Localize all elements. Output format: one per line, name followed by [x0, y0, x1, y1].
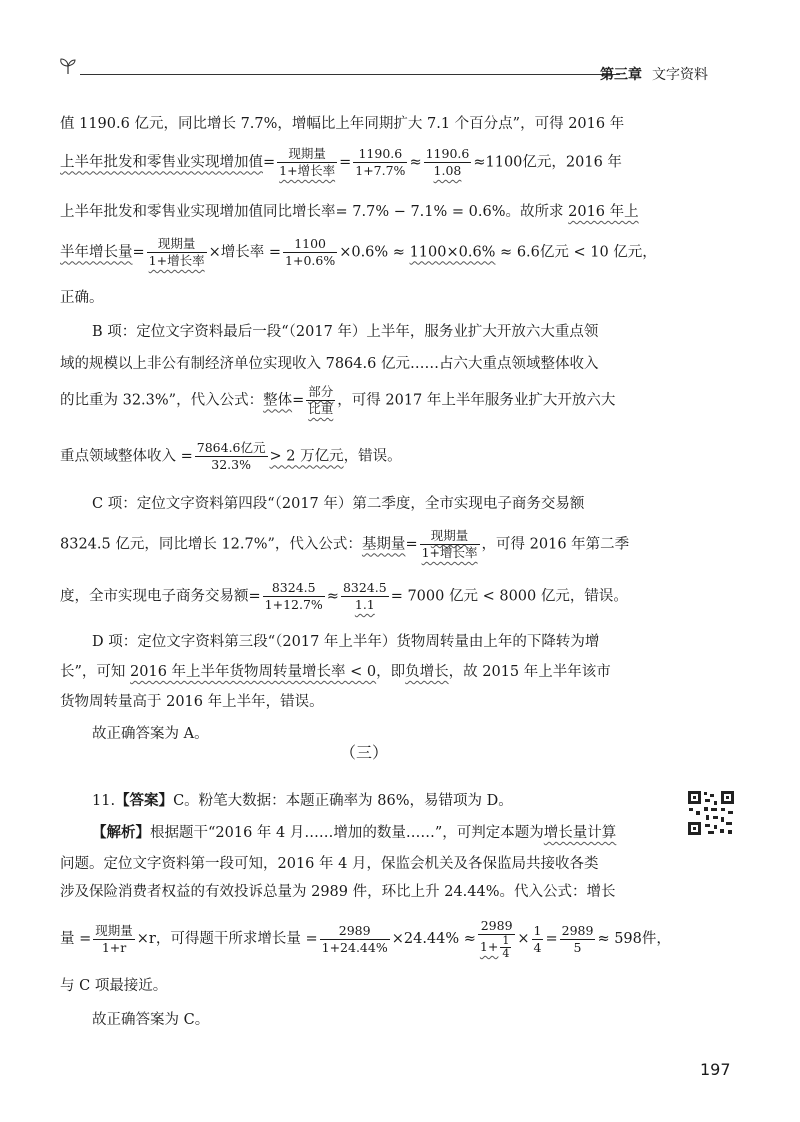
fraction: $\frac{\text{部分}}{\text{比重}}$: [308, 384, 334, 416]
answer-line: 故正确答案为 A。: [92, 726, 209, 742]
text-line: 货物周转量高于 2016 年上半年，错误。: [60, 694, 324, 710]
option-b-line: B 项：定位文字资料最后一段“（2017 年）上半年，服务业扩大开放六大重点领: [92, 324, 599, 340]
text-line: 上半年批发和零售业实现增加值同比增长率= 7.7% − 7.1% = 0.6%。故所求 2016 年上: [60, 204, 639, 220]
chapter-title: 文字资料: [652, 67, 708, 83]
sprout-icon: [58, 56, 78, 76]
formula-line: 半年增长量= $\frac{\text{现期量}}{\text{1+增长率}}$ ×增长率 = $\frac{1100}{1+0.6\%}$ ×0.6% ≈ 1100×0.6% ≈ 6.6亿元 < 10 亿元，: [60, 236, 657, 268]
fraction: $\frac{1100}{1+0.6\%}$: [285, 236, 336, 268]
text-line: 涉及保险消费者权益的有效投诉总量为 2989 件，环比上升 24.44%。代入公式：增长: [60, 884, 616, 900]
answer-line: 故正确答案为 C。: [92, 1012, 210, 1028]
fraction: $\frac{2989}{1+24.44\%}$: [321, 922, 388, 955]
fraction: $\frac{\text{7864.6亿元}}{32.3\%}$: [196, 440, 266, 472]
formula-line: 量 = $\frac{\text{现期量}}{1+r}$ ×r，可得题干所求增长量 = $\frac{2989}{1+24.44\%}$ ×24.44% ≈ 2989 1+ $\frac{1}{4}$ × $\frac{1}{4}$ = $\frac{2989}{5}$ ≈ 598件，: [60, 918, 671, 960]
fraction: $\frac{1}{4}$: [533, 922, 542, 955]
fraction: $\frac{\text{现期量}}{\text{1+增长率}}$: [279, 146, 336, 178]
chapter-header: [600, 64, 708, 84]
qr-code-icon[interactable]: [686, 789, 736, 837]
formula-line: 上半年批发和零售业实现增加值= $\frac{\text{现期量}}{\text{1+增长率}}$ = $\frac{1190.6}{1+7.7\%}$ ≈ $\frac{1190.6}{1.08}$ ≈1100亿元，2016 年: [60, 146, 622, 178]
question-11: 11.【答案】C。粉笔大数据：本题正确率为 86%，易错项为 D。: [92, 792, 513, 809]
text-line: 与 C 项最接近。: [60, 978, 168, 994]
text-line: 域的规模以上非公有制经济单位实现收入 7864.6 亿元……占六大重点领域整体收入: [60, 356, 599, 372]
text-line: 问题。定位文字资料第一段可知，2016 年 4 月，保监会机关及各保监局共接收各类: [60, 856, 599, 872]
text-line: 长”，可知 2016 年上半年货物周转量增长率 < 0，即负增长，故 2015 年上半年该市: [60, 664, 611, 680]
fraction: $\frac{8324.5}{1.1}$: [342, 580, 387, 612]
section-heading: （三）: [340, 743, 389, 762]
fraction: $\frac{\text{现期量}}{\text{1+增长率}}$: [148, 236, 205, 268]
option-d-line: D 项：定位文字资料第三段“（2017 年上半年）货物周转量由上年的下降转为增: [92, 634, 600, 650]
option-c-line: C 项：定位文字资料第四段“（2017 年）第二季度，全市实现电子商务交易额: [92, 496, 585, 512]
text-line: 正确。: [60, 290, 104, 306]
fraction: $\frac{\text{现期量}}{\text{1+增长率}}$: [421, 528, 478, 560]
fraction: 2989 1+ $\frac{1}{4}$: [478, 918, 515, 960]
chapter-number: 第三章: [600, 67, 642, 83]
fraction: $\frac{1190.6}{1.08}$: [425, 146, 470, 178]
header-rule: [80, 74, 620, 75]
formula-line: 8324.5 亿元，同比增长 12.7%”，代入公式：基期量= $\frac{\text{现期量}}{\text{1+增长率}}$ ，可得 2016 年第二季: [60, 528, 630, 560]
formula-line: 度，全市实现电子商务交易额= $\frac{8324.5}{1+12.7\%}$ ≈ $\frac{8324.5}{1.1}$ = 7000 亿元 < 8000 亿元，错误。: [60, 580, 628, 612]
formula-line: 的比重为 32.3%”，代入公式：整体= $\frac{\text{部分}}{\text{比重}}$ ，可得 2017 年上半年服务业扩大开放六大: [60, 384, 616, 416]
fraction: $\frac{8324.5}{1+12.7\%}$: [264, 580, 323, 612]
analysis-line: 【解析】根据题干“2016 年 4 月……增加的数量……”，可判定本题为增长量计算: [92, 824, 617, 841]
formula-line: 重点领域整体收入 = $\frac{\text{7864.6亿元}}{32.3\%}$ > 2 万亿元，错误。: [60, 440, 402, 472]
fraction: $\frac{2989}{5}$: [561, 922, 594, 955]
text-line: 值 1190.6 亿元，同比增长 7.7%，增幅比上年同期扩大 7.1 个百分点”，可得 2016 年: [60, 116, 625, 132]
page-number: 197: [700, 1060, 731, 1079]
fraction: $\frac{1190.6}{1+7.7\%}$: [355, 146, 406, 178]
fraction: $\frac{\text{现期量}}{1+r}$: [95, 922, 133, 955]
